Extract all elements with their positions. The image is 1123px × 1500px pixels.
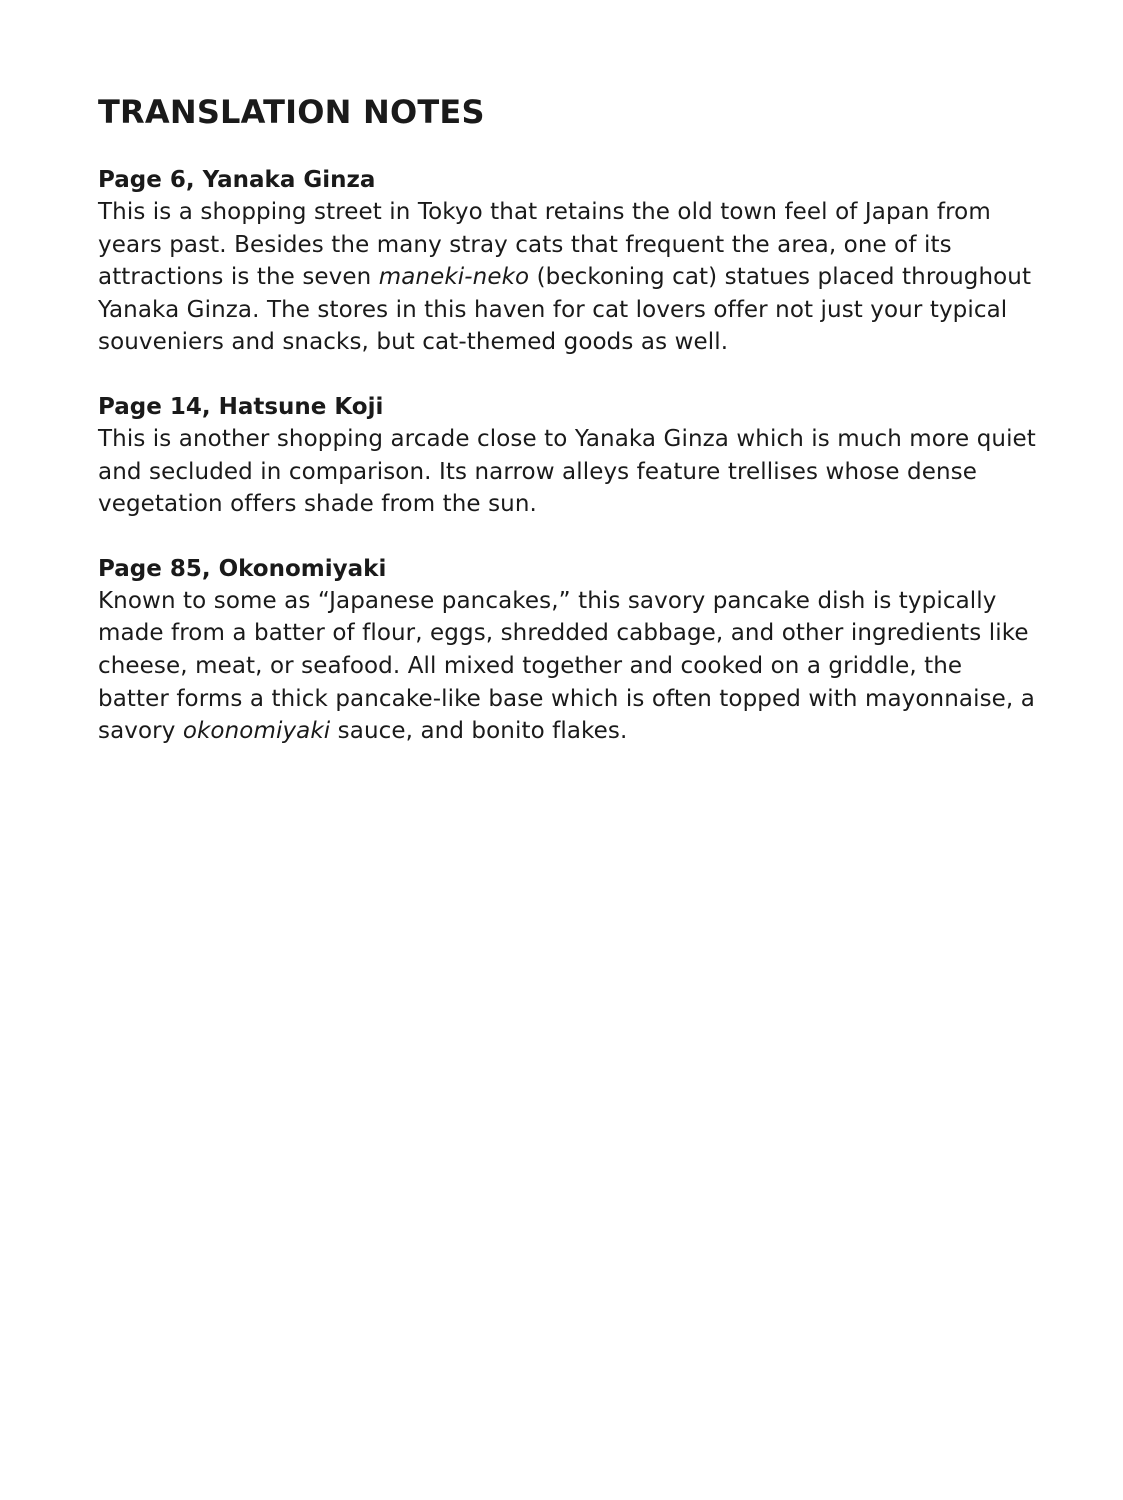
note-heading: Page 6, Yanaka Ginza bbox=[98, 167, 376, 193]
note-heading: Page 85, Okonomiyaki bbox=[98, 555, 387, 582]
note-body bbox=[98, 423, 1038, 521]
note-yanaka-ginza bbox=[98, 164, 1038, 359]
page-title: TRANSLATION NOTES bbox=[98, 93, 485, 131]
note-hatsune-koji bbox=[98, 391, 1038, 521]
note-text: Known to some as “Japanese pancakes,” this savory pancake dish is typically made from a batter of flour, eggs, shredded cabbage, and other ingredients like cheese, meat, or seafood. All mixed together and cooked on a griddle, the batter forms a thick pancake-like base which is often topped with mayonnaise, a savory bbox=[98, 587, 1035, 745]
note-text: (beckoning cat) statues placed throughout Yanaka Ginza. The stores in this haven for cat lovers offer not just your typical souveniers and snacks, but cat-themed goods as well. bbox=[98, 264, 1032, 356]
note-body bbox=[98, 196, 1038, 359]
note-italic-term: maneki-neko bbox=[378, 264, 530, 291]
note-heading: Page 14, Hatsune Koji bbox=[98, 393, 384, 420]
note-text: sauce, and bonito flakes. bbox=[330, 718, 628, 745]
note-okonomiyaki bbox=[98, 553, 1038, 748]
note-italic-term: okonomiyaki bbox=[182, 718, 331, 745]
note-body bbox=[98, 585, 1038, 748]
document-page bbox=[98, 90, 1038, 780]
note-text: This is a shopping street in Tokyo that retains the old town feel of Japan from years past. Besides the many stray cats that frequent the area, one of its attractions is the seven bbox=[98, 199, 991, 291]
note-text: This is another shopping arcade close to Yanaka Ginza which is much more quiet and secluded in comparison. Its narrow alleys feature trellises whose dense vegetation offers shade from the sun. bbox=[98, 425, 1036, 518]
